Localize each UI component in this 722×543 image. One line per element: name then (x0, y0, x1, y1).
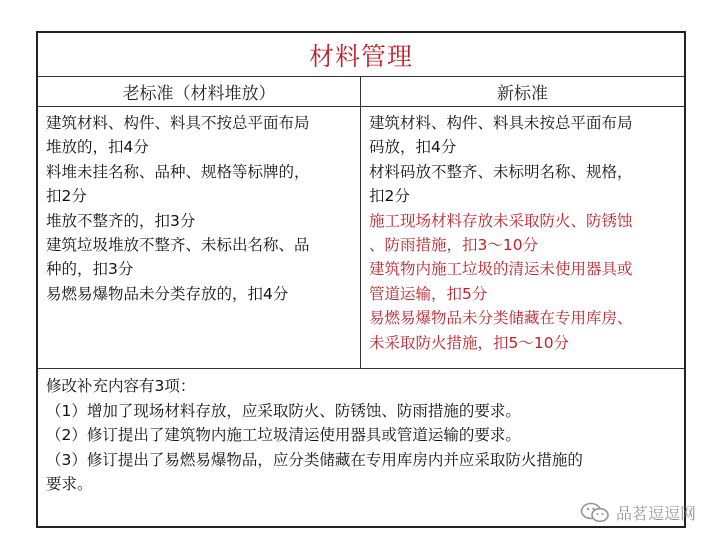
new-standard-line: 材料码放不整齐、未标明名称、规格， (369, 162, 633, 181)
comparison-table (36, 31, 686, 528)
old-standard-line: 易燃易爆物品未分类存放的，扣4分 (46, 284, 289, 303)
watermark (580, 501, 696, 524)
new-standard-line-added: 易燃易爆物品未分类储藏在专用库房、 (369, 309, 633, 328)
header-new-standard: 新标准 (497, 83, 548, 104)
summary-line: 要求。 (46, 475, 93, 494)
old-standard-line: 种的，扣3分 (46, 260, 134, 279)
table-title-row (38, 33, 684, 77)
summary-line: （3）修订提出了易燃易爆物品，应分类储藏在专用库房内并应采取防火措施的 (46, 450, 583, 469)
new-standard-cell (361, 106, 684, 368)
old-standard-line: 堆放不整齐的，扣3分 (46, 211, 196, 230)
table-title: 材料管理 (308, 41, 413, 71)
new-standard-line: 扣2分 (369, 187, 410, 206)
table-header-row (38, 76, 684, 107)
new-standard-line: 建筑材料、构件、料具未按总平面布局 (369, 114, 633, 132)
new-standard-line-added: 管道运输，扣5分 (369, 284, 488, 303)
new-standard-line-added: 、防雨措施，扣3～10分 (369, 236, 539, 255)
table-content-row (38, 106, 684, 369)
old-standard-line: 扣2分 (46, 187, 87, 206)
watermark-text: 品茗逗逗网 (615, 504, 696, 523)
header-old-standard: 老标准（材料堆放） (38, 76, 361, 106)
new-standard-line-added: 建筑物内施工垃圾的清运未使用器具或 (369, 260, 633, 279)
summary-line: （2）修订提出了建筑物内施工垃圾清运使用器具或管道运输的要求。 (46, 426, 521, 445)
summary-line: （1）增加了现场材料存放，应采取防火、防锈蚀、防雨措施的要求。 (46, 401, 521, 420)
old-standard-line: 建筑垃圾堆放不整齐、未标出名称、品 (46, 236, 310, 255)
old-standard-line: 堆放的，扣4分 (46, 138, 149, 157)
summary-line: 修改补充内容有3项： (46, 377, 196, 395)
new-standard-line-added: 施工现场材料存放未采取防火、防锈蚀 (369, 211, 633, 230)
old-standard-cell (38, 106, 361, 368)
old-standard-line: 建筑材料、构件、料具不按总平面布局 (46, 114, 310, 132)
new-standard-line: 码放，扣4分 (369, 138, 457, 157)
new-standard-line-added: 未采取防火措施，扣5～10分 (369, 333, 570, 352)
old-standard-line: 料堆未挂名称、品种、规格等标牌的， (46, 162, 310, 181)
wechat-icon (580, 502, 610, 524)
